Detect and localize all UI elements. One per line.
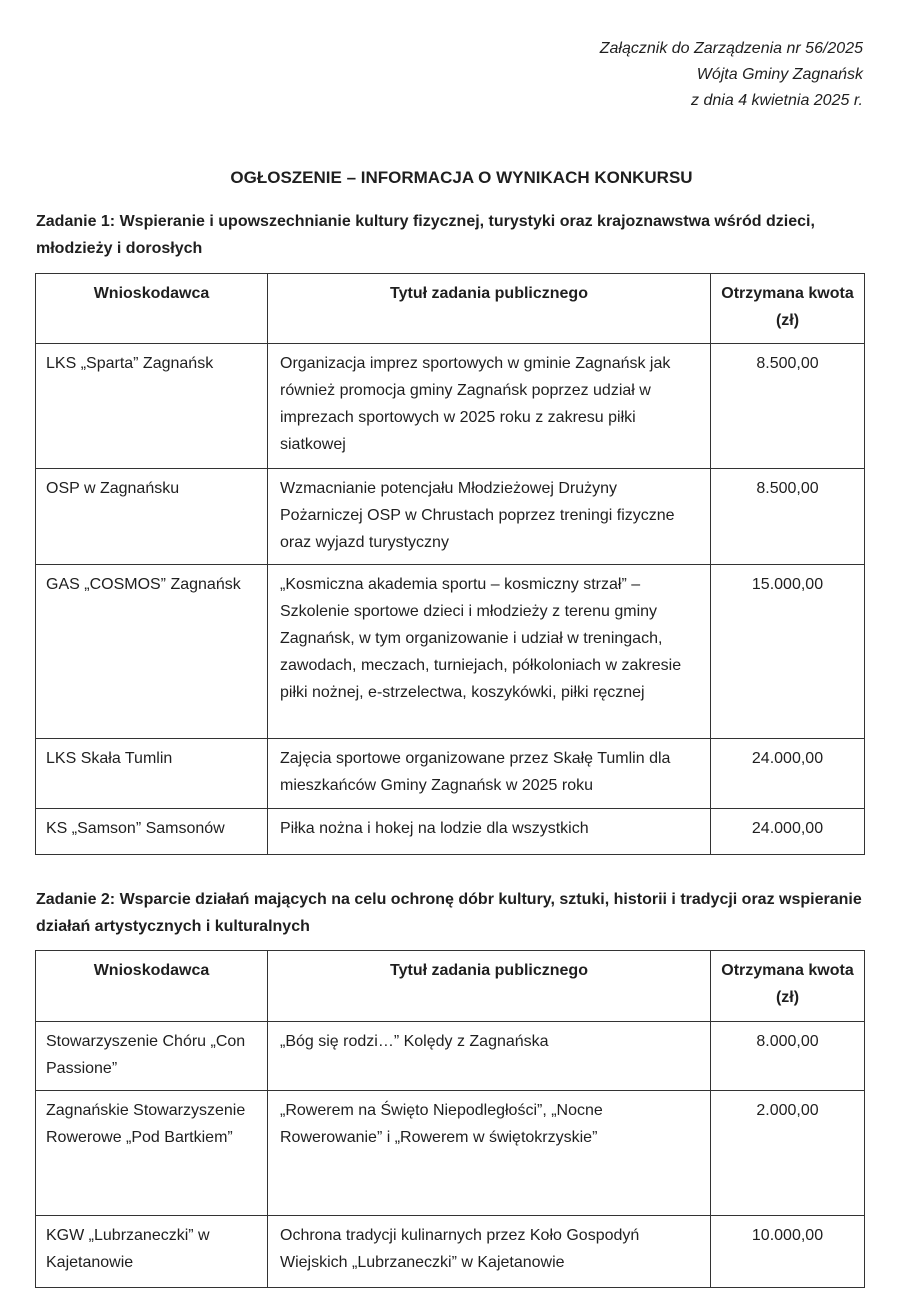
table-header-row [36, 274, 865, 344]
task-title-cell: Wzmacnianie potencjału Młodzieżowej Drużyny Pożarniczej OSP w Chrustach poprzez treningi fizyczne oraz wyjazd turystyczny [268, 469, 711, 565]
task-title-cell: Zajęcia sportowe organizowane przez Skałę Tumlin dla mieszkańców Gminy Zagnańsk w 2025 roku [268, 739, 711, 809]
applicant-cell: KGW „Lubrzaneczki” w Kajetanowie [36, 1216, 268, 1288]
amount-cell: 8.000,00 [711, 1022, 865, 1091]
table-row [36, 565, 865, 739]
applicant-cell: LKS Skała Tumlin [36, 739, 268, 809]
amount-cell: 8.500,00 [711, 344, 865, 469]
table-row [36, 469, 865, 565]
amount-cell: 2.000,00 [711, 1091, 865, 1216]
task2-heading: Zadanie 2: Wsparcie działań mających na celu ochronę dóbr kultury, sztuki, historii i tradycji oraz wspieranie działań artystycznych i kulturalnych [36, 891, 862, 935]
column-header-applicant: Wnioskodawca [36, 274, 268, 344]
task1-heading: Zadanie 1: Wspieranie i upowszechnianie kultury fizycznej, turystyki oraz krajoznawstwa wśród dzieci, młodzieży i dorosłych [36, 213, 815, 257]
applicant-cell: Stowarzyszenie Chóru „Con Passione” [36, 1022, 268, 1091]
column-header-task-title: Tytuł zadania publicznego [268, 951, 711, 1022]
applicant-cell: GAS „COSMOS” Zagnańsk [36, 565, 268, 739]
task-title-cell: „Kosmiczna akademia sportu – kosmiczny strzał” – Szkolenie sportowe dzieci i młodzieży z terenu gminy Zagnańsk, w tym organizowanie i udział w treningach, zawodach, meczach, turniejach, półkoloniach w zakresie piłki nożnej, e-strzelectwa, koszykówki, piłki ręcznej [268, 565, 711, 739]
applicant-cell: Zagnańskie Stowarzyszenie Rowerowe „Pod Bartkiem” [36, 1091, 268, 1216]
amount-cell: 8.500,00 [711, 469, 865, 565]
attachment-line-3: z dnia 4 kwietnia 2025 r. [691, 92, 863, 109]
amount-cell: 24.000,00 [711, 739, 865, 809]
task-title-cell: „Rowerem na Święto Niepodległości”, „Nocne Rowerowanie” i „Rowerem w świętokrzyskie” [268, 1091, 711, 1216]
table-row [36, 739, 865, 809]
attachment-note [600, 36, 863, 114]
task2-table [35, 950, 865, 1288]
attachment-line-2: Wójta Gminy Zagnańsk [696, 66, 863, 83]
amount-cell: 15.000,00 [711, 565, 865, 739]
table-row [36, 809, 865, 855]
document-title: OGŁOSZENIE – INFORMACJA O WYNIKACH KONKURSU [230, 168, 693, 187]
column-header-task-title: Tytuł zadania publicznego [268, 274, 711, 344]
table-header-row [36, 951, 865, 1022]
column-header-amount: Otrzymana kwota (zł) [711, 274, 865, 344]
task-title-cell: „Bóg się rodzi…” Kolędy z Zagnańska [268, 1022, 711, 1091]
table-row [36, 1022, 865, 1091]
amount-cell: 24.000,00 [711, 809, 865, 855]
amount-cell: 10.000,00 [711, 1216, 865, 1288]
task1-table [35, 273, 865, 855]
column-header-applicant: Wnioskodawca [36, 951, 268, 1022]
applicant-cell: OSP w Zagnańsku [36, 469, 268, 565]
column-header-amount: Otrzymana kwota (zł) [711, 951, 865, 1022]
table-row [36, 344, 865, 469]
applicant-cell: LKS „Sparta” Zagnańsk [36, 344, 268, 469]
task-title-cell: Ochrona tradycji kulinarnych przez Koło Gospodyń Wiejskich „Lubrzaneczki” w Kajetanowie [268, 1216, 711, 1288]
table-row [36, 1091, 865, 1216]
task-title-cell: Organizacja imprez sportowych w gminie Zagnańsk jak również promocja gminy Zagnańsk poprzez udział w imprezach sportowych w 2025 roku z zakresu piłki siatkowej [268, 344, 711, 469]
task-title-cell: Piłka nożna i hokej na lodzie dla wszystkich [268, 809, 711, 855]
applicant-cell: KS „Samson” Samsonów [36, 809, 268, 855]
attachment-line-1: Załącznik do Zarządzenia nr 56/2025 [599, 40, 863, 57]
table-row [36, 1216, 865, 1288]
